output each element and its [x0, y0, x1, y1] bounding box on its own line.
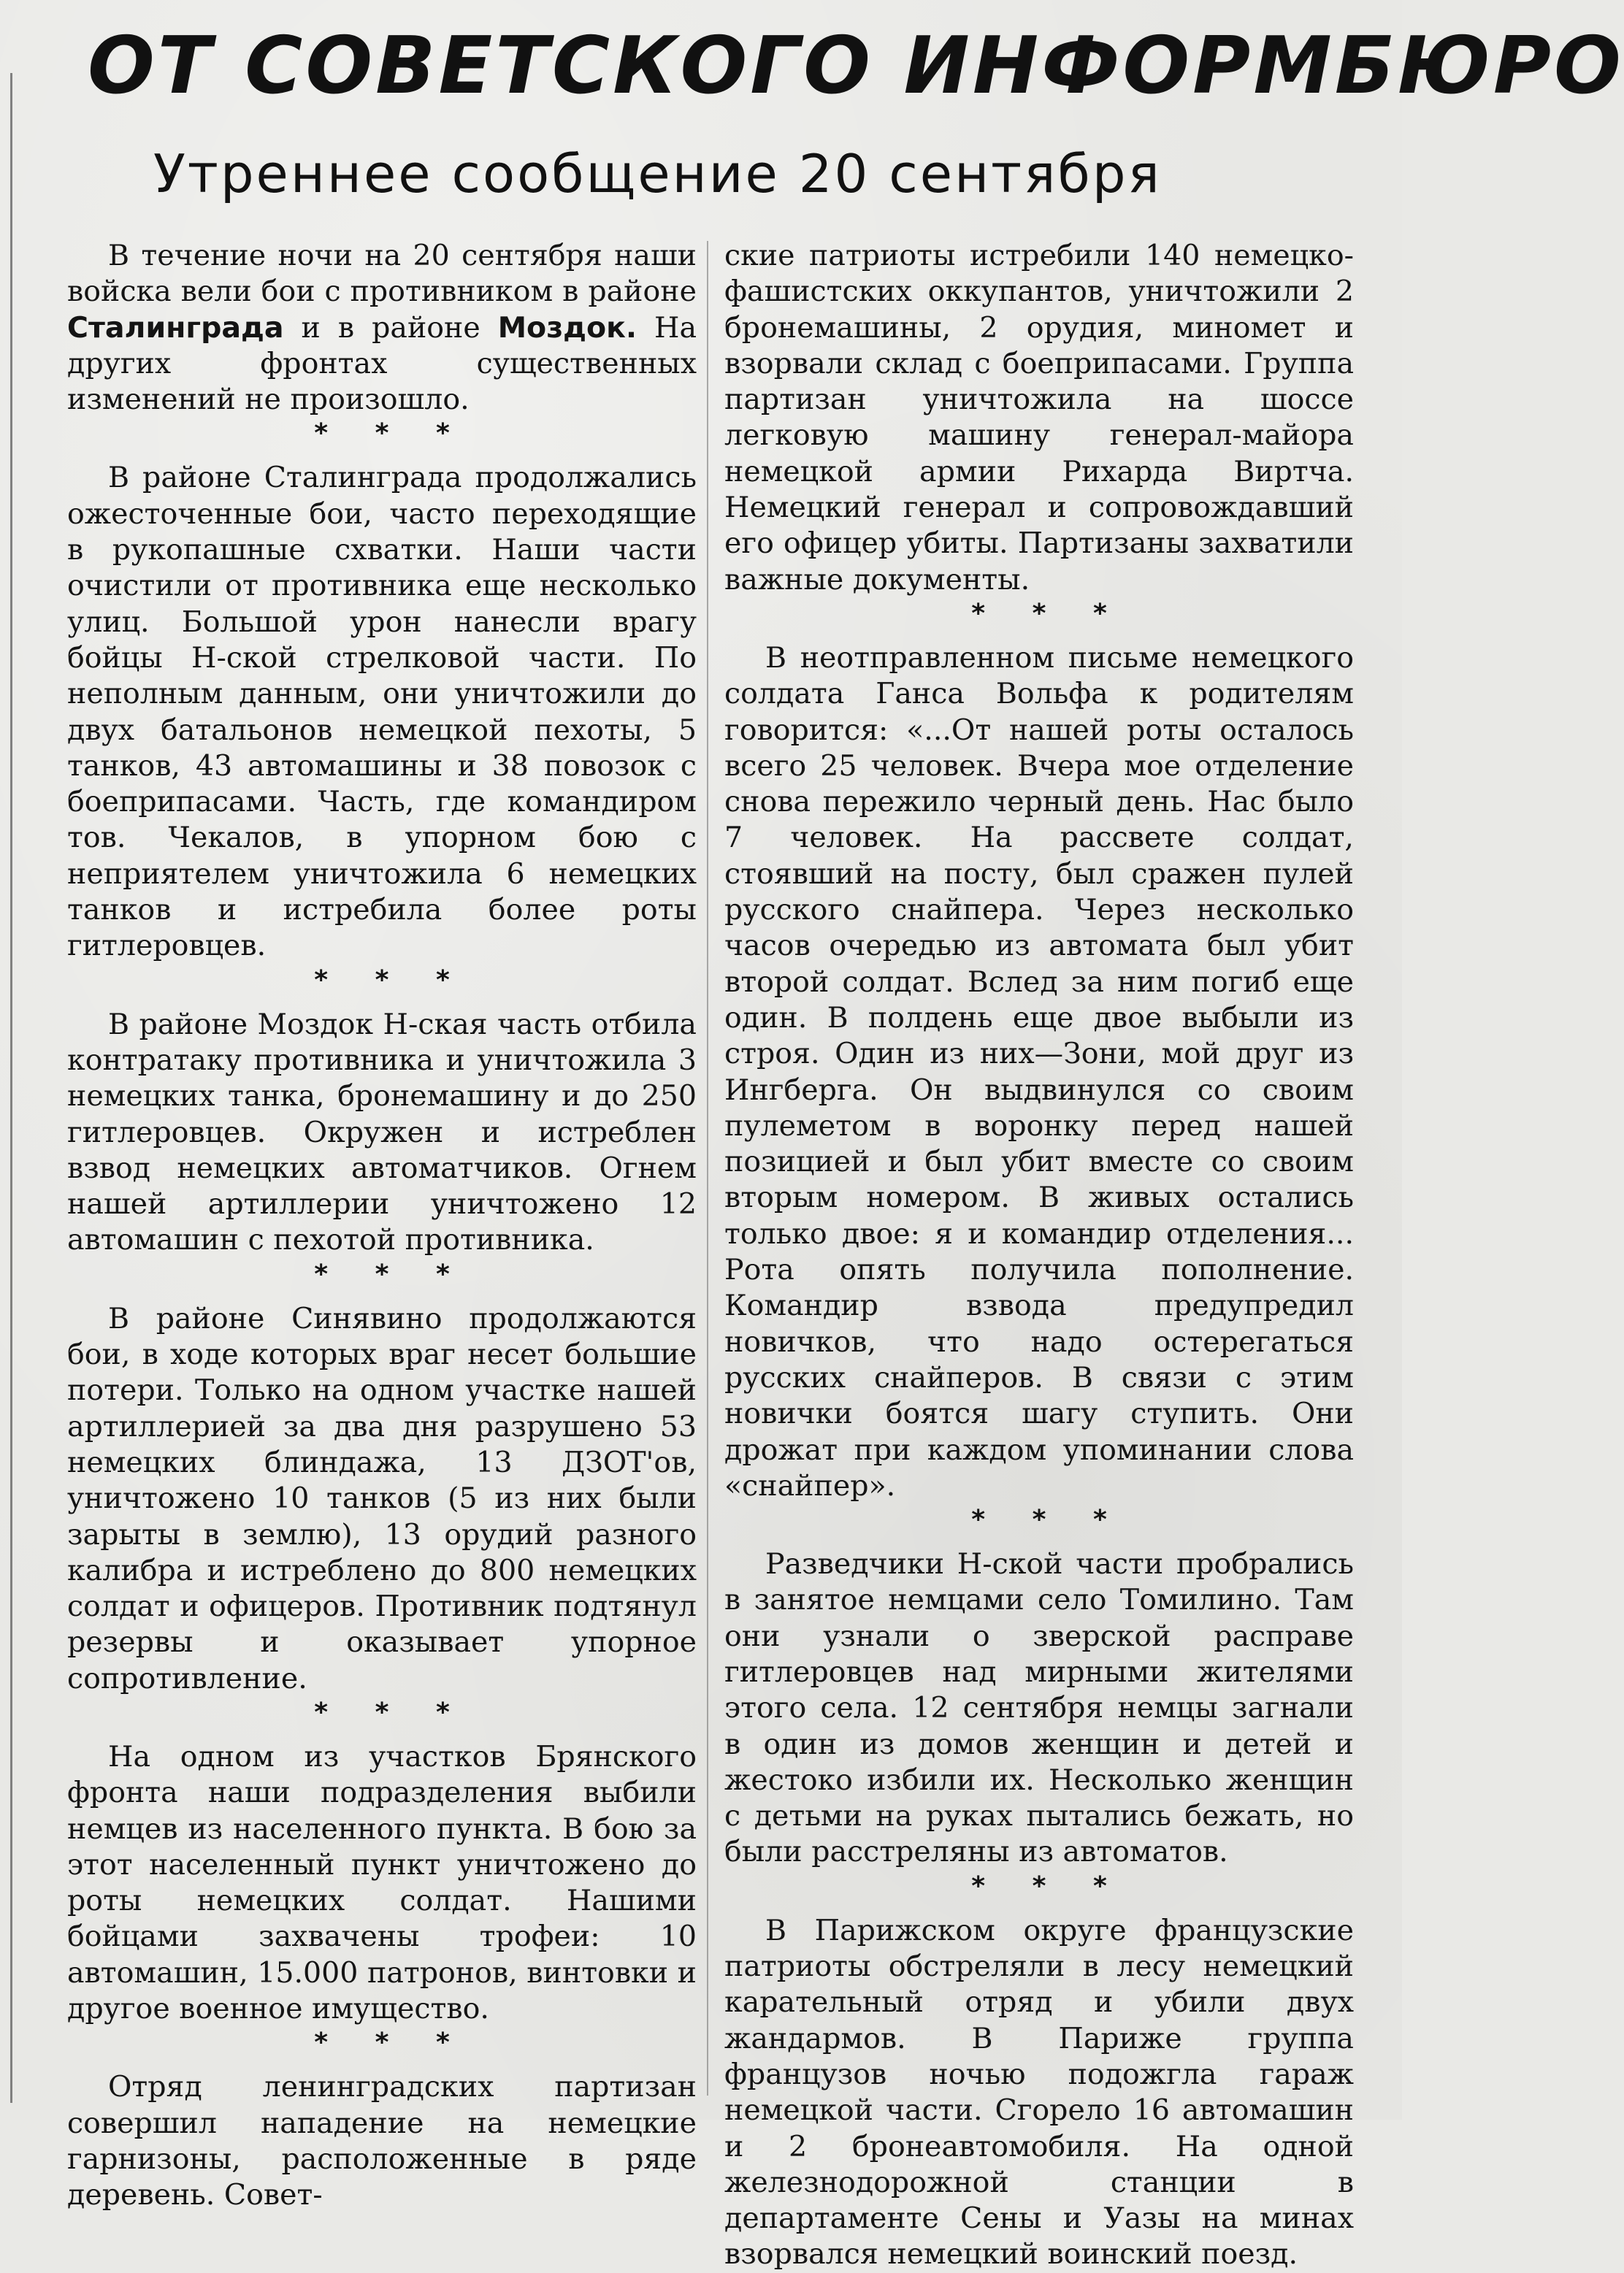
section-separator: * * * [971, 1871, 1126, 1901]
paragraph-stalingrad: В районе Сталинграда продолжались ожесточенные бои, часто переходящие в рукопашные схватки. Наши части очистили от противника еще несколько улиц. Большой урон нанесли врагу бойцы Н-ской стрелковой части. По неполным данным, они уничтожили до двух батальонов немецкой пехоты, 5 танков, 43 автомашины и 38 повозок с боеприпасами. Часть, где командиром тов. Чекалов, в упорном бою с неприятелем уничтожила 6 немецких танков и истребила более роты гитлеровцев. [67, 461, 697, 963]
paragraph-paris: В Парижском округе французские патриоты обстреляли в лесу немецкий карательный отряд и убили двух жандармов. В Париже группа французов ночью подожгла гараж немецкой части. Сгорело 16 автомашин и 2 бронеавтомобиля. На одной железнодорожной станции в департаменте Сены и Уазы на минах взорвался немецкий воинский поезд. [724, 1913, 1354, 2272]
place-name-mozdok: Моздок. [497, 310, 637, 345]
section-separator: * * * [971, 1505, 1126, 1536]
margin-rule [10, 73, 12, 2103]
right-column [724, 238, 1354, 2273]
paragraph-summary: В течение ночи на 20 сентября наши войска вели бои с противником в районе Сталинграда и в районе Моздок. На других фронтах существенных изменений не произошло. [67, 239, 697, 417]
section-separator: * * * [314, 2028, 469, 2058]
paragraph-mozdok: В районе Моздок Н-ская часть отбила контратаку противника и уничтожила 3 немецких танка, бронемашину и до 250 гитлеровцев. Окружен и истреблен взвод немецких автоматчиков. Огнем нашей артиллерии уничтожено 12 автомашин с пехотой противника. [67, 1007, 697, 1257]
paragraph-partisans-continued: ские патриоты истребили 140 немецко-фашистских оккупантов, уничтожили 2 бронемашины, 2 орудия, миномет и взорвали склад с боеприпасами. Группа партизан уничтожила на шоссе легковую машину генерал-майора немецкой армии Рихарда Виртча. Немецкий генерал и сопровождавший его офицер убиты. Партизаны захватили важные документы. [724, 239, 1354, 597]
left-column [67, 238, 697, 2214]
section-separator: * * * [314, 965, 469, 995]
paragraph-german-letter: В неотправленном письме немецкого солдата Ганса Вольфа к родителям говорится: «...От нашей роты осталось всего 25 человек. Вчера мое отделение снова пережило черный день. Нас было 7 человек. На рассвете солдат, стоявший на посту, был сражен пулей русского снайпера. Через несколько часов очередью из автомата был убит второй солдат. Вслед за ним погиб еще один. В полдень еще двое выбыли из строя. Один из них—Зони, мой друг из Ингберга. Он выдвинулся со своим пулеметом в воронку перед нашей позицией и был убит вместе со своим вторым номером. В живых остались только двое: я и командир отделения... Рота опять получила пополнение. Командир взвода предупредил новичков, что надо остерегаться русских снайперов. В связи с этим новички боятся шагу ступить. Они дрожат при каждом упоминании слова «снайпер». [724, 640, 1354, 1503]
paragraph-bryansk-front: На одном из участков Брянского фронта наши подразделения выбили немцев из населенного пункта. В бою за этот населенный пункт уничтожено до роты немецких солдат. Нашими бойцами захвачены трофеи: 10 автомашин, 15.000 патронов, винтовки и другое военное имущество. [67, 1739, 697, 2026]
section-separator: * * * [971, 598, 1126, 629]
paragraph-sinyavino: В районе Синявино продолжаются бои, в ходе которых враг несет большие потери. Только на одном участке нашей артиллерией за два дня разрушено 53 немецких блиндажа, 13 ДЗОТ'ов, уничтожено 10 танков (5 из них были зарыты в землю), 13 орудий разного калибра и истреблено до 800 немецких солдат и офицеров. Противник подтянул резервы и оказывает упорное сопротивление. [67, 1301, 697, 1695]
place-name-stalingrad: Сталинграда [67, 310, 284, 345]
masthead-title: ОТ СОВЕТСКОГО ИНФОРМБЮРО [88, 20, 1624, 112]
bulletin-subtitle: Утреннее сообщение 20 сентября [153, 143, 1162, 204]
paragraph-tomilino: Разведчики Н-ской части пробрались в занятое немцами село Томилино. Там они узнали о зверской расправе гитлеровцев над мирными жителями этого села. 12 сентября немцы загнали в один из домов женщин и детей и жестоко избили их. Несколько женщин с детьми на руках пытались бежать, но были расстреляны из автоматов. [724, 1547, 1354, 1869]
section-separator: * * * [314, 1259, 469, 1289]
column-divider [707, 241, 708, 2096]
section-separator: * * * [314, 1697, 469, 1728]
paragraph-partisans-start: Отряд ленинградских партизан совершил нападение на немецкие гарнизоны, расположенные в ряде деревень. Совет- [67, 2070, 697, 2212]
section-separator: * * * [314, 418, 469, 449]
